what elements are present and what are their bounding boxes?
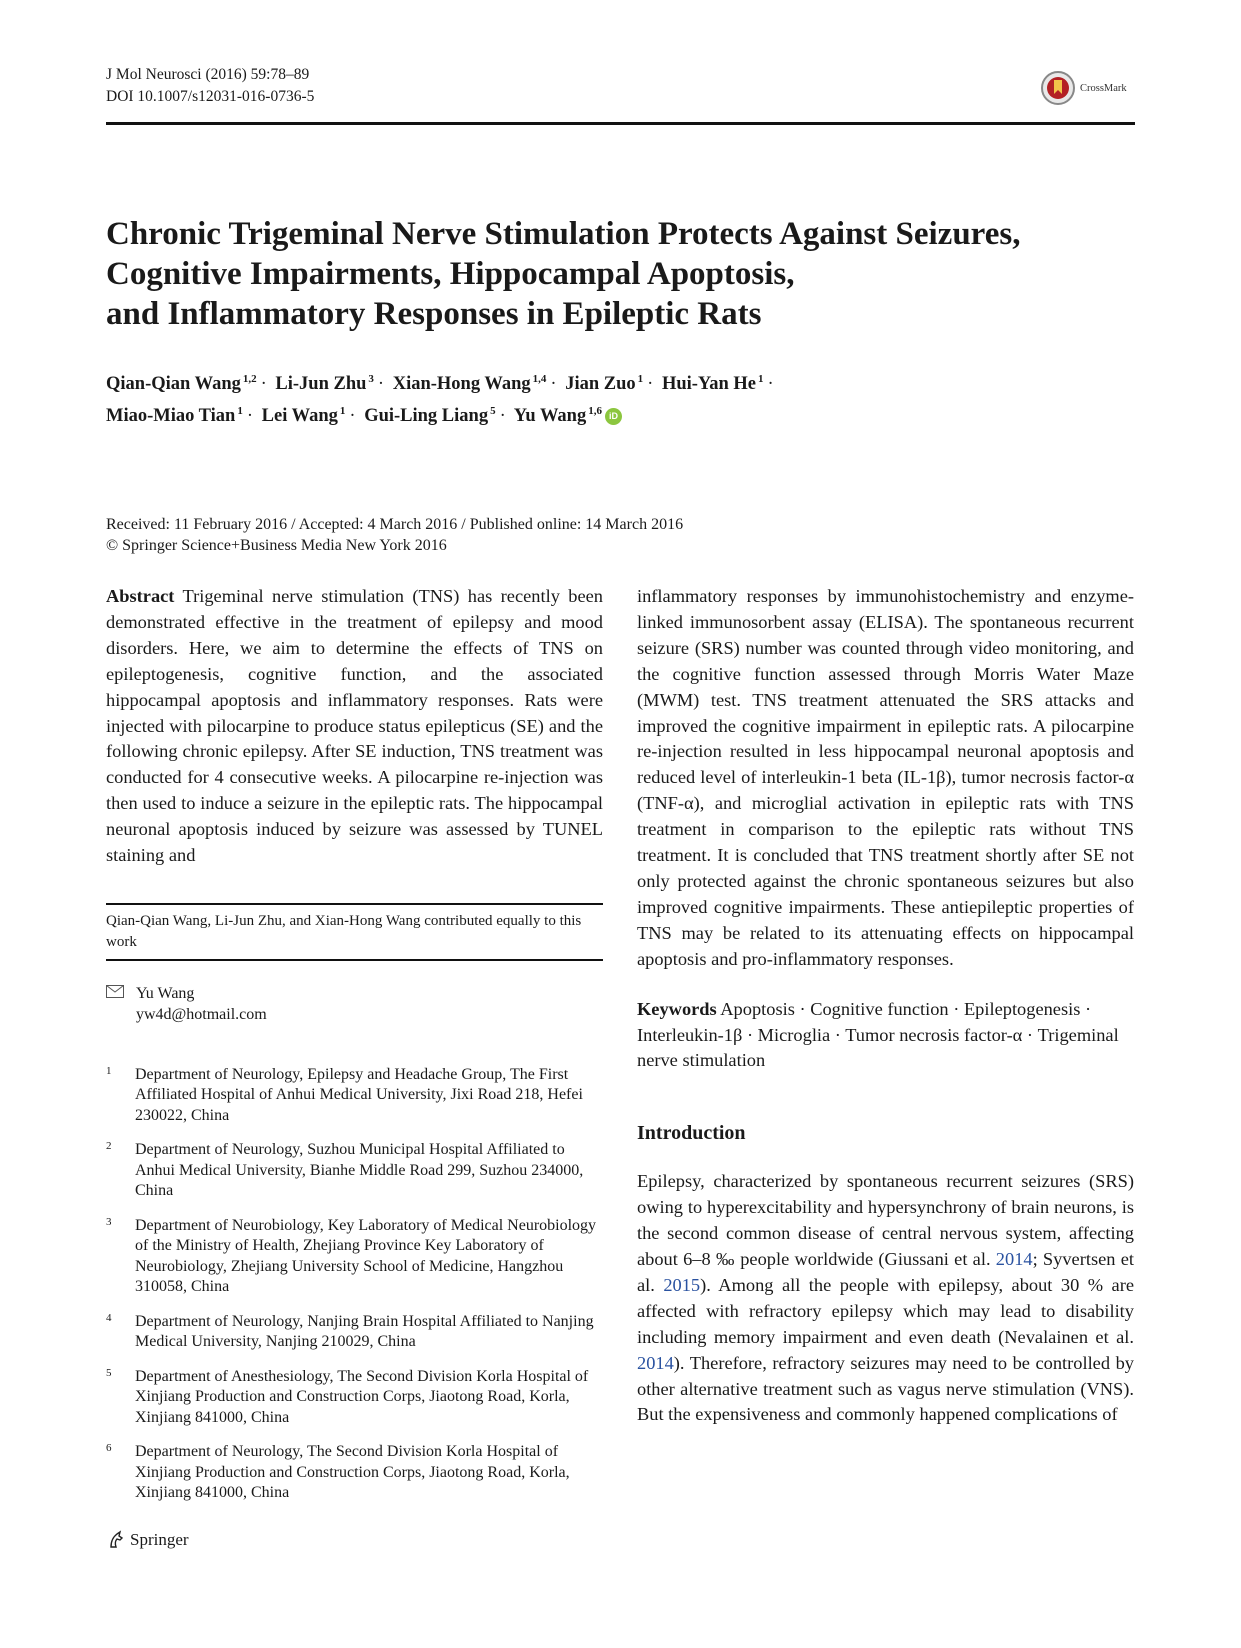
affiliation bbox=[106, 1367, 603, 1429]
author[interactable]: Lei Wang $^1$ bbox=[261, 405, 346, 426]
footnote-rule bbox=[106, 959, 603, 961]
keywords bbox=[637, 997, 1134, 1075]
crossmark-icon bbox=[1040, 70, 1076, 106]
article-title bbox=[106, 214, 1135, 334]
publisher-name: Springer bbox=[130, 1530, 189, 1549]
correspondence bbox=[106, 983, 603, 1025]
author[interactable]: Li-Jun Zhu $^3$ bbox=[275, 373, 374, 394]
right-column bbox=[637, 584, 1134, 1428]
publisher-logo bbox=[106, 1530, 189, 1550]
journal-citation: J Mol Neurosci (2016) 59:78–89 bbox=[106, 66, 310, 83]
title-line: and Inflammatory Responses in Epileptic Rats bbox=[106, 296, 762, 332]
author[interactable]: Gui-Ling Liang $^5$ bbox=[364, 405, 496, 426]
footnote-rule bbox=[106, 903, 603, 905]
author[interactable]: Hui-Yan He $^1$ bbox=[661, 373, 764, 394]
affiliation-number: 5 bbox=[106, 1366, 112, 1379]
affiliation-number: 6 bbox=[106, 1442, 112, 1455]
corresponding-author: Yu Wang bbox=[136, 984, 195, 1002]
affiliation bbox=[106, 1140, 603, 1202]
author-line: Miao-Miao Tian $^1$ · Lei Wang $^1$ · Gui-Ling Liang $^5$ · Yu Wang $^{1,6}$ iD bbox=[106, 398, 1135, 430]
affiliation-number: 3 bbox=[106, 1215, 112, 1228]
author[interactable]: Miao-Miao Tian $^1$ bbox=[106, 405, 243, 426]
crossmark-badge[interactable] bbox=[1040, 68, 1140, 108]
doi[interactable]: DOI 10.1007/s12031-016-0736-5 bbox=[106, 88, 315, 105]
affiliation-text: Department of Neurology, Suzhou Municipal Hospital Affiliated to Anhui Medical University, Bianhe Middle Road 299, Suzhou 234000, China bbox=[135, 1141, 584, 1200]
title-line: Chronic Trigeminal Nerve Stimulation Protects Against Seizures, bbox=[106, 216, 1021, 252]
citation-link[interactable]: 2014 bbox=[637, 1352, 674, 1373]
author-line: Qian-Qian Wang $^{1,2}$ · Li-Jun Zhu $^3$ · Xian-Hong Wang $^{1,4}$ · Jian Zuo $^1$ · Hui-Yan He $^1$ · bbox=[106, 373, 774, 394]
contribution-note: Qian-Qian Wang, Li-Jun Zhu, and Xian-Hong Wang contributed equally to this work bbox=[106, 912, 582, 950]
abstract-left bbox=[106, 584, 603, 869]
affiliation-number: 1 bbox=[106, 1064, 112, 1077]
affiliation-text: Department of Anesthesiology, The Second Division Korla Hospital of Xinjiang Production and Construction Corps, Jiaotong Road, Korla, Xinjiang 841000, China bbox=[135, 1367, 589, 1426]
abstract-label: Abstract bbox=[106, 586, 175, 606]
keywords-label: Keywords bbox=[637, 998, 717, 1019]
affiliation-text: Department of Neurobiology, Key Laboratory of Medical Neurobiology of the Ministry of Health, Zhejiang Province Key Laboratory of Neurobiology, Zhejiang University School of Medicine, Hangzhou 310058, China bbox=[135, 1216, 597, 1296]
affiliation-text: Department of Neurology, Nanjing Brain Hospital Affiliated to Nanjing Medical University, Nanjing 210029, China bbox=[135, 1312, 594, 1351]
affiliation-number: 4 bbox=[106, 1311, 112, 1324]
publication-dates bbox=[106, 514, 683, 556]
affiliation-number: 2 bbox=[106, 1140, 112, 1153]
title-line: Cognitive Impairments, Hippocampal Apoptosis, bbox=[106, 256, 795, 292]
envelope-icon bbox=[106, 983, 128, 1025]
author-list bbox=[106, 366, 1135, 430]
author[interactable]: Xian-Hong Wang $^{1,4}$ bbox=[392, 373, 547, 394]
affiliation bbox=[106, 1065, 603, 1127]
springer-horse-icon bbox=[106, 1530, 126, 1550]
affiliation-text: Department of Neurology, Epilepsy and Headache Group, The First Affiliated Hospital of Anhui Medical University, Jixi Road 218, Hefei 230022, China bbox=[135, 1065, 583, 1124]
email-link[interactable]: yw4d@hotmail.com bbox=[136, 1005, 267, 1023]
citation-link[interactable]: 2014 bbox=[995, 1249, 1033, 1270]
orcid-icon[interactable]: iD bbox=[605, 408, 622, 425]
citation-link[interactable]: 2015 bbox=[663, 1274, 701, 1295]
author[interactable]: Jian Zuo $^1$ bbox=[565, 373, 644, 394]
affiliation-text: Department of Neurology, The Second Division Korla Hospital of Xinjiang Production and Construction Corps, Jiaotong Road, Korla, Xinjiang 841000, China bbox=[135, 1443, 570, 1502]
journal-header bbox=[106, 64, 314, 108]
abstract-text: Trigeminal nerve stimulation (TNS) has recently been demonstrated effective in the treatment of epilepsy and mood disorders. Here, we aim to determine the effects of TNS on epileptogenesis, cognitive function, and the associated hippocampal apoptosis and inflammatory responses. Rats were injected with pilocarpine to produce status epilepticus (SE) and the following chronic epilepsy. After SE induction, TNS treatment was conducted for 4 consecutive weeks. A pilocarpine re-injection was then used to induce a seizure in the epileptic rats. The hippocampal neuronal apoptosis induced by seizure was assessed by TUNEL staining and bbox=[106, 586, 603, 866]
keywords-text: Apoptosis · Cognitive function · Epileptogenesis · Interleukin-1β · Microglia · Tumor necrosis factor-α · Trigeminal nerve stimulation bbox=[637, 998, 1119, 1071]
affiliation bbox=[106, 1216, 603, 1298]
crossmark-label: CrossMark bbox=[1080, 82, 1127, 94]
author[interactable]: Qian-Qian Wang $^{1,2}$ bbox=[106, 373, 257, 394]
affiliation bbox=[106, 1312, 603, 1353]
introduction-heading: Introduction bbox=[637, 1122, 746, 1145]
author[interactable]: Yu Wang $^{1,6}$ bbox=[513, 405, 602, 426]
affiliation bbox=[106, 1442, 603, 1504]
history-dates: Received: 11 February 2016 / Accepted: 4 March 2016 / Published online: 14 March 2016 bbox=[106, 516, 684, 533]
copyright: © Springer Science+Business Media New York 2016 bbox=[106, 537, 447, 554]
header-rule bbox=[106, 122, 1135, 125]
left-column bbox=[106, 584, 603, 1504]
introduction-text: Epilepsy, characterized by spontaneous recurrent seizures (SRS) owing to hyperexcitability and hypersynchrony of brain neurons, is the second common disease of central nervous system, affecting about 6–8 ‰ people worldwide (Giussani et al. 2014; Syvertsen et al. 2015). Among all the people with epilepsy, about 30 % are affected with refractory epilepsy which may lead to disability including memory impairment and even death (Nevalainen et al. 2014). Therefore, refractory seizures may need to be controlled by other alternative treatment such as vagus nerve stimulation (VNS). But the expensiveness and commonly happened complications of bbox=[637, 1171, 1134, 1425]
abstract-right: inflammatory responses by immunohistochemistry and enzyme-linked immunosorbent assay (ELISA). The spontaneous recurrent seizure (SRS) number was counted through video monitoring, and the cognitive function assessed through Morris Water Maze (MWM) test. TNS treatment attenuated the SRS attacks and improved the cognitive impairment in epileptic rats. A pilocarpine re-injection resulted in less hippocampal neuronal apoptosis and reduced level of interleukin-1 beta (IL-1β), tumor necrosis factor-α (TNF-α), and microglial activation in epileptic rats with TNS treatment in comparison to the epileptic rats without TNS treatment. It is concluded that TNS treatment shortly after SE not only protected against the chronic spontaneous seizures but also improved cognitive impairments. These antiepileptic properties of TNS may be related to its attenuating effects on hippocampal apoptosis and pro-inflammatory responses. bbox=[637, 586, 1134, 969]
